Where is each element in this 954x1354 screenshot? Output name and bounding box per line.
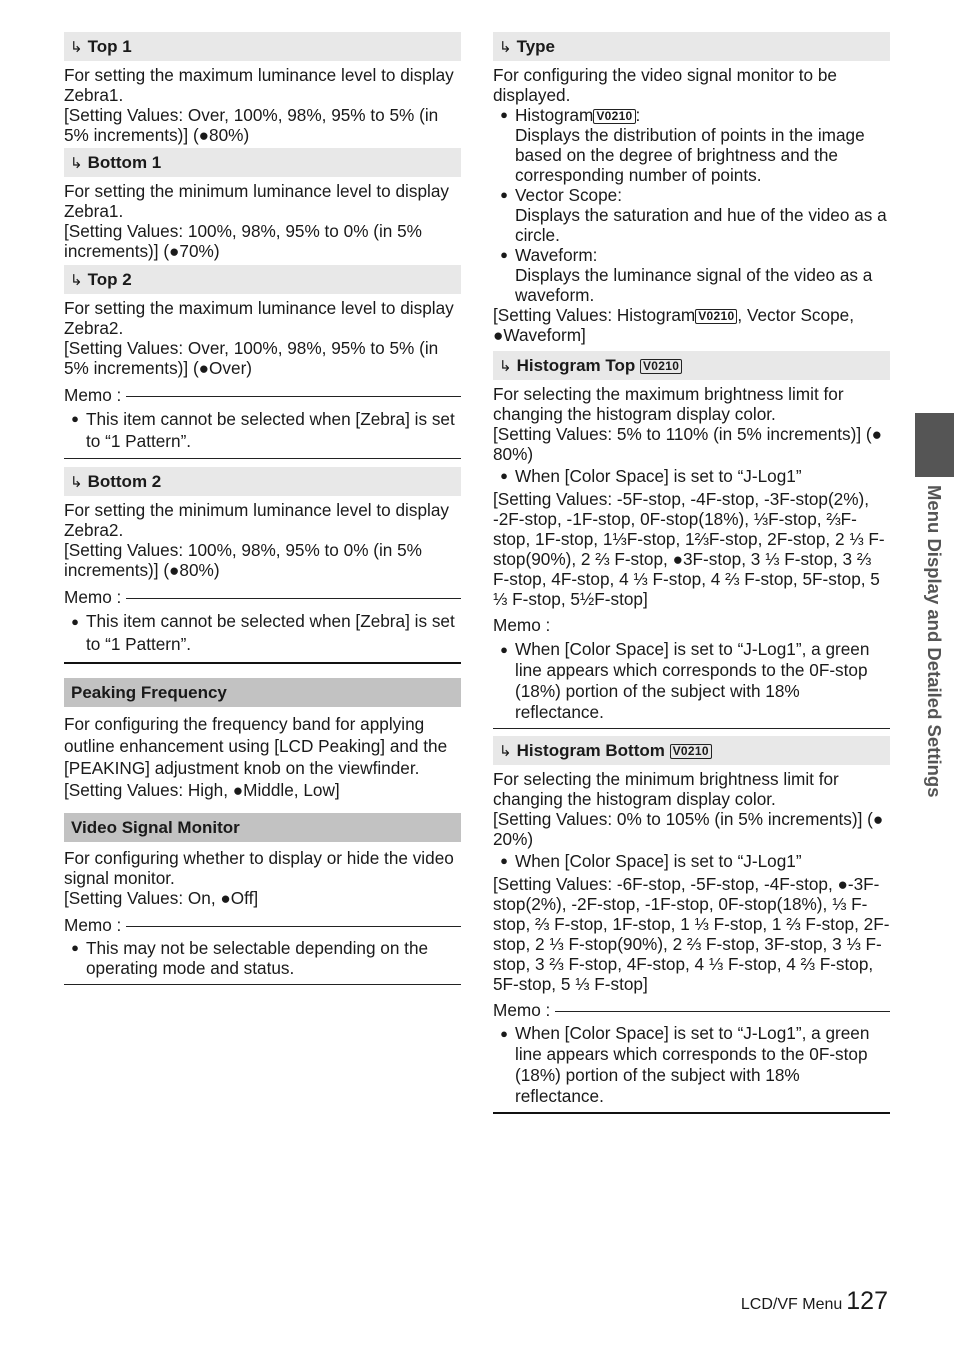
- setting-values: [Setting Values: Histogram V0210 , Vector Scope, ●Waveform]: [493, 305, 854, 345]
- setting-values: [Setting Values: 0% to 105% (in 5% increments)] (● 20%): [493, 809, 884, 849]
- description: For setting the maximum luminance level to display Zebra2.: [64, 298, 454, 338]
- memo-header: [64, 915, 461, 935]
- description: For configuring the video signal monitor to be displayed.: [493, 65, 837, 105]
- memo-bottom2: [64, 587, 461, 664]
- setting-values: [Setting Values: High, ●Middle, Low]: [64, 780, 340, 800]
- section-heading-video-signal-monitor: [64, 813, 461, 842]
- section-body-histogram-bottom: [493, 769, 890, 994]
- return-arrow-icon: ↳: [499, 39, 512, 56]
- bullet-dot-icon: ●: [500, 1026, 508, 1041]
- heading-text: Histogram Top: [516, 356, 636, 375]
- bullet-dot-icon: ●: [500, 468, 508, 483]
- memo-item: ● This may not be selectable depending on the operating mode and status.: [64, 938, 461, 978]
- memo-histogram-bottom: [493, 1000, 890, 1114]
- bullet-dot-icon: ●: [71, 411, 79, 426]
- return-arrow-icon: ↳: [70, 39, 83, 56]
- setting-values: [Setting Values: Over, 100%, 98%, 95% to 5% (in 5% increments)] (●80%): [64, 105, 439, 145]
- list-item: ● Vector Scope: Displays the saturation and hue of the video as a circle.: [493, 185, 890, 245]
- memo-end-rule: [493, 1112, 890, 1114]
- memo-label: Memo :: [64, 385, 122, 405]
- section-body-type: [493, 65, 890, 345]
- list-item: ● Histogram V0210 : Displays the distribution of points in the image based on the degree of brightness and the corresponding number of points.: [493, 105, 890, 185]
- section-body-bottom2: [64, 500, 461, 580]
- heading-text: Type: [516, 37, 555, 56]
- memo-rule: [555, 1011, 890, 1012]
- section-heading-peaking-frequency: [64, 678, 461, 707]
- version-badge: V0210: [640, 359, 682, 374]
- bullet-dot-icon: ●: [71, 614, 79, 629]
- item-description: Displays the luminance signal of the video as a waveform.: [515, 265, 873, 305]
- setting-values-jlog: [Setting Values: -5F-stop, -4F-stop, -3F-stop(2%), -2F-stop, -1F-stop, 0F-stop(18%), ⅓F-stop, ⅔F-stop, 1F-stop, 1⅓F-stop, 1⅔F-stop, 2F-stop, 2 ⅓ F-stop(90%), 2 ⅔ F-stop, ●3F-stop, 3 ⅓ F-stop, 3 ⅔ F-stop, 4F-stop, 4 ⅓ F-stop, 4 ⅔ F-stop, 5F-stop, 5 ⅓ F-stop, 5½F-stop]: [493, 489, 885, 609]
- memo-label: Memo :: [493, 615, 551, 635]
- setting-values: [Setting Values: Over, 100%, 98%, 95% to 5% (in 5% increments)] (●Over): [64, 338, 439, 378]
- memo-label: Memo :: [64, 587, 122, 607]
- description: For configuring the frequency band for applying outline enhancement using [LCD Peaking] and the [PEAKING] adjustment knob on the viewfinder.: [64, 714, 448, 778]
- section-heading-bottom1: [64, 148, 461, 177]
- return-arrow-icon: ↳: [70, 155, 83, 172]
- section-heading-histogram-bottom: [493, 736, 890, 765]
- bullet-dot-icon: ●: [500, 187, 508, 202]
- section-body-peaking-frequency: [64, 713, 461, 801]
- memo-item: ● When [Color Space] is set to “J-Log1”, a green line appears which corresponds to the 0F-stop (18%) portion of the subject with 18% reflectance.: [493, 1023, 890, 1107]
- return-arrow-icon: ↳: [499, 743, 512, 760]
- memo-video-signal-monitor: [64, 915, 461, 985]
- bullet-dot-icon: ●: [500, 853, 508, 868]
- heading-text: Bottom 1: [87, 153, 162, 172]
- description: For setting the maximum luminance level to display Zebra1.: [64, 65, 454, 105]
- list-item: ● When [Color Space] is set to “J-Log1”: [493, 851, 890, 871]
- return-arrow-icon: ↳: [499, 358, 512, 375]
- section-body-bottom1: [64, 181, 461, 261]
- section-body-video-signal-monitor: [64, 848, 461, 908]
- memo-histogram-top: [493, 615, 890, 729]
- heading-text: Histogram Bottom: [516, 741, 665, 760]
- setting-values-jlog: [Setting Values: -6F-stop, -5F-stop, -4F-stop, ●-3F-stop(2%), -2F-stop, -1F-stop, 0F-stop(18%), ⅓ F-stop, ⅔ F-stop, 1F-stop, 1 ⅓ F-stop, 1 ⅔ F-stop, 2F-stop, 2 ⅓ F-stop(90%), 2 ⅔ F-stop, 3F-stop, 3 ⅓ F-stop, 3 ⅔ F-stop, 4F-stop, 4 ⅓ F-stop, 4 ⅔ F-stop, 5F-stop, 5 ⅓ F-stop]: [493, 874, 890, 994]
- memo-label: Memo :: [493, 1000, 551, 1020]
- setting-values: [Setting Values: On, ●Off]: [64, 888, 259, 908]
- page-footer: [740, 1287, 888, 1315]
- right-column: [493, 32, 890, 1114]
- footer-label: LCD/VF Menu: [740, 1296, 843, 1313]
- list-item: ● Waveform: Displays the luminance signal of the video as a waveform.: [493, 245, 890, 305]
- section-body-top1: [64, 65, 461, 145]
- bullet-dot-icon: ●: [500, 107, 508, 122]
- description: For selecting the minimum brightness limit for changing the histogram display color.: [493, 769, 839, 809]
- heading-text: Bottom 2: [87, 472, 162, 491]
- memo-header: [493, 1000, 890, 1020]
- memo-end-rule: [64, 662, 461, 664]
- version-badge: V0210: [695, 309, 737, 324]
- section-body-histogram-top: [493, 384, 890, 609]
- return-arrow-icon: ↳: [70, 272, 83, 289]
- return-arrow-icon: ↳: [70, 474, 83, 491]
- section-heading-histogram-top: [493, 351, 890, 380]
- item-description: Displays the distribution of points in the image based on the degree of brightness and the corresponding number of points.: [515, 125, 865, 185]
- heading-text: Video Signal Monitor: [71, 818, 240, 837]
- chapter-tab: [915, 413, 954, 477]
- section-heading-top1: [64, 32, 461, 61]
- page-number: 127: [846, 1287, 888, 1315]
- memo-rule: [126, 926, 461, 927]
- bullet-dot-icon: ●: [500, 642, 508, 657]
- setting-values: [Setting Values: 5% to 110% (in 5% increments)] (● 80%): [493, 424, 882, 464]
- memo-end-rule: [64, 984, 461, 985]
- section-heading-type: [493, 32, 890, 61]
- memo-end-rule: [64, 458, 461, 459]
- memo-end-rule: [493, 728, 890, 729]
- setting-values: [Setting Values: 100%, 98%, 95% to 0% (in 5% increments)] (●80%): [64, 540, 422, 580]
- version-badge: V0210: [593, 109, 635, 124]
- memo-header: [493, 615, 890, 635]
- memo-rule: [126, 396, 461, 397]
- description: For setting the minimum luminance level to display Zebra1.: [64, 181, 449, 221]
- item-description: Displays the saturation and hue of the video as a circle.: [515, 205, 887, 245]
- heading-text: Top 2: [87, 270, 132, 289]
- memo-item: ● This item cannot be selected when [Zebra] is set to “1 Pattern”.: [64, 408, 461, 452]
- memo-header: [64, 385, 461, 405]
- description: For selecting the maximum brightness limit for changing the histogram display color.: [493, 384, 844, 424]
- section-heading-top2: [64, 265, 461, 294]
- description: For configuring whether to display or hide the video signal monitor.: [64, 848, 454, 888]
- section-heading-bottom2: [64, 467, 461, 496]
- memo-item: ● This item cannot be selected when [Zebra] is set to “1 Pattern”.: [64, 610, 461, 656]
- memo-top2: [64, 385, 461, 459]
- version-badge: V0210: [670, 744, 712, 759]
- left-column: [64, 32, 461, 985]
- memo-label: Memo :: [64, 915, 122, 935]
- list-item: ● When [Color Space] is set to “J-Log1”: [493, 466, 890, 486]
- heading-text: Peaking Frequency: [71, 683, 227, 702]
- setting-values: [Setting Values: 100%, 98%, 95% to 0% (in 5% increments)] (●70%): [64, 221, 422, 261]
- heading-text: Top 1: [87, 37, 132, 56]
- bullet-dot-icon: ●: [71, 940, 79, 955]
- bullet-dot-icon: ●: [500, 247, 508, 262]
- memo-header: [64, 587, 461, 607]
- memo-rule: [126, 598, 461, 599]
- description: For setting the minimum luminance level to display Zebra2.: [64, 500, 449, 540]
- section-body-top2: [64, 298, 461, 378]
- memo-item: ● When [Color Space] is set to “J-Log1”, a green line appears which corresponds to the 0F-stop (18%) portion of the subject with 18% reflectance.: [493, 639, 890, 723]
